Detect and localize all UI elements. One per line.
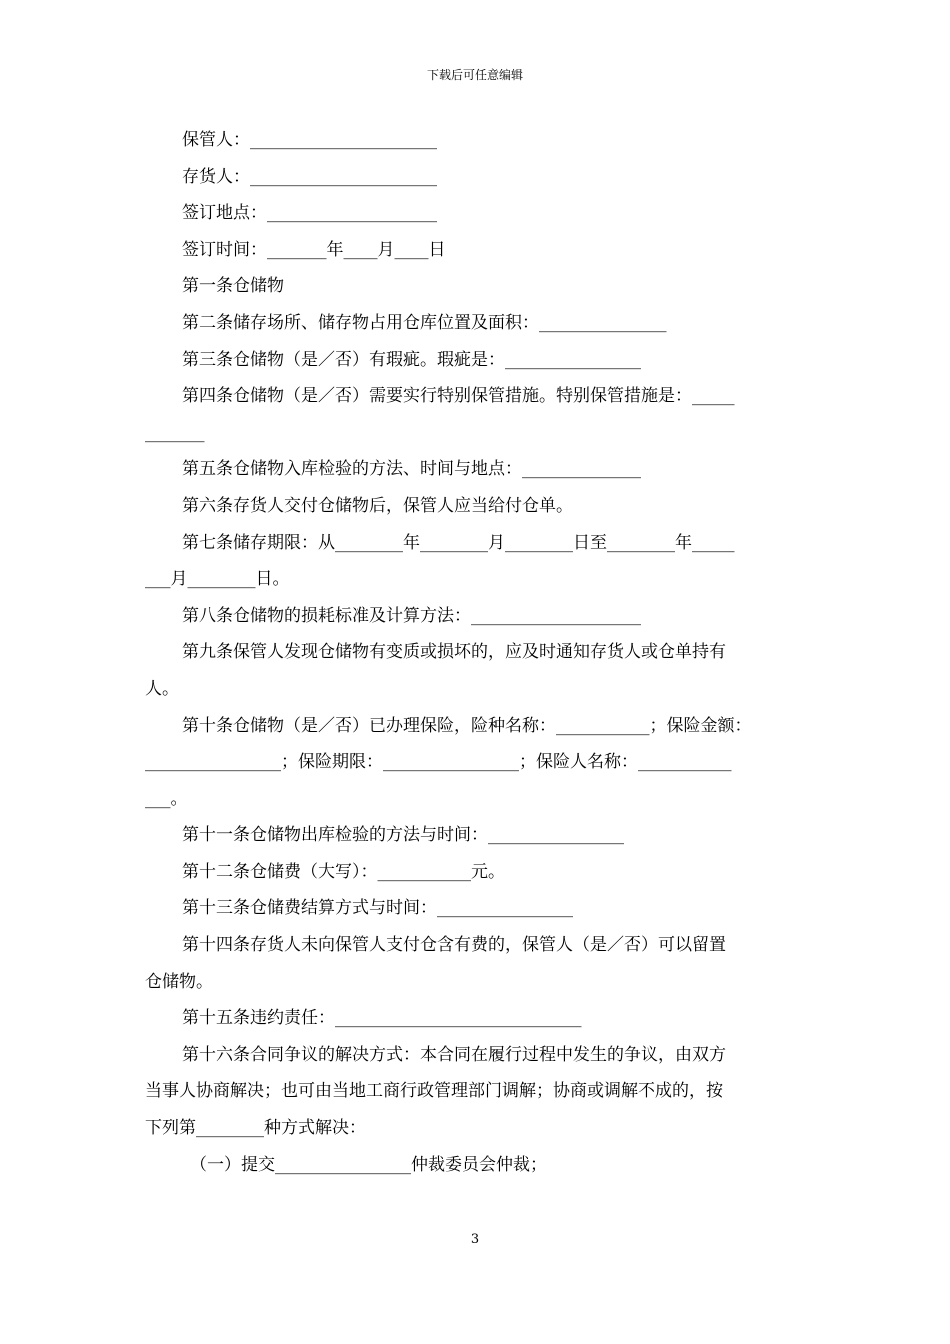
clause-16-cont-2: 下列第________种方式解决：: [145, 1118, 366, 1139]
clause-4: 第四条仓储物（是／否）需要实行特别保管措施。特别保管措施是：_____: [182, 386, 735, 407]
clause-9: 第九条保管人发现仓储物有变质或损坏的，应及时通知存货人或仓单持有: [182, 642, 726, 663]
page-header: 下载后可任意编辑: [426, 68, 523, 82]
clause-3: 第三条仓储物（是／否）有瑕疵。瑕疵是：________________: [182, 349, 641, 370]
signing-place-line: 签订地点：____________________: [182, 203, 437, 224]
clause-10: 第十条仓储物（是／否）已办理保险，险种名称：___________；保险金额：: [182, 715, 752, 736]
clause-4-cont: _______: [145, 422, 205, 443]
clause-14: 第十四条存货人未向保管人支付仓含有费的，保管人（是／否）可以留置: [182, 935, 726, 956]
clause-8: 第八条仓储物的损耗标准及计算方法：____________________: [182, 605, 641, 626]
dispute-option-1: （一）提交________________仲裁委员会仲裁；: [190, 1154, 547, 1175]
clause-10-cont-2: ___。: [145, 788, 188, 809]
clause-7-cont: ___月________日。: [145, 569, 290, 590]
clause-12: 第十二条仓储费（大写）：___________元。: [182, 861, 505, 882]
clause-13: 第十三条仓储费结算方式与时间：________________: [182, 898, 573, 919]
clause-2: 第二条储存场所、储存物占用仓库位置及面积：_______________: [182, 312, 667, 333]
clause-7: 第七条储存期限：从________年________月________日至________年_____: [182, 532, 735, 553]
clause-15: 第十五条违约责任：_____________________________: [182, 1008, 582, 1029]
clause-16: 第十六条合同争议的解决方式：本合同在履行过程中发生的争议，由双方: [182, 1044, 726, 1065]
clause-6: 第六条存货人交付仓储物后，保管人应当给付仓单。: [182, 495, 573, 516]
clause-5: 第五条仓储物入库检验的方法、时间与地点：______________: [182, 459, 641, 480]
clause-9-cont: 人。: [145, 678, 179, 699]
signing-date-line: 签订时间：_______年____月____日: [182, 239, 446, 260]
clause-14-cont: 仓储物。: [145, 971, 213, 992]
clause-10-cont: ________________；保险期限：________________；保险人名称：___________: [145, 752, 732, 773]
page-number: 3: [470, 1232, 480, 1247]
clause-1: 第一条仓储物: [182, 276, 284, 297]
contract-body: [145, 122, 810, 1183]
clause-16-cont: 当事人协商解决；也可由当地工商行政管理部门调解；协商或调解不成的，按: [145, 1081, 723, 1102]
keeper-line: 保管人：______________________: [182, 130, 437, 150]
clause-11: 第十一条仓储物出库检验的方法与时间：________________: [182, 825, 624, 846]
depositor-line: 存货人：______________________: [182, 166, 437, 187]
